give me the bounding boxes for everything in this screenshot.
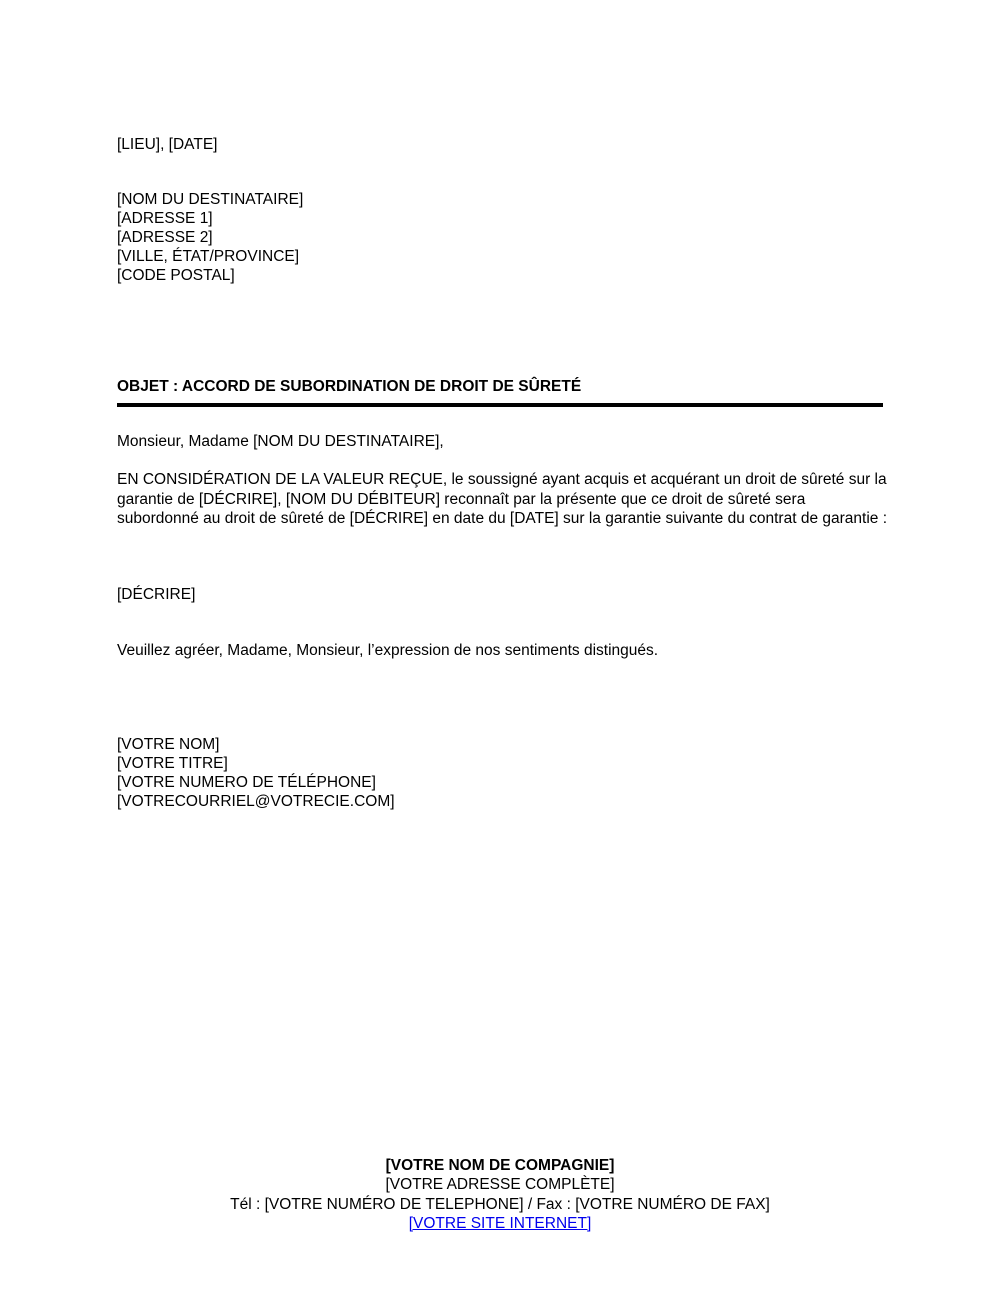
- company-footer: [0, 1156, 1000, 1233]
- subject-underline-rule: [117, 403, 883, 407]
- subject-section: [117, 377, 883, 407]
- signature-name: [VOTRE NOM]: [117, 736, 220, 753]
- footer-company-name: [VOTRE NOM DE COMPAGNIE]: [385, 1157, 615, 1174]
- recipient-postal-code: [CODE POSTAL]: [117, 267, 235, 284]
- body-paragraph: EN CONSIDÉRATION DE LA VALEUR REÇUE, le soussigné ayant acquis et acquérant un droit de sûreté sur la garantie de [DÉCRIRE], [NOM DU DÉBITEUR] reconnaît par la présente que ce droit de sûreté sera subordonné au droit de sûreté de [DÉCRIRE] en date du [DATE] sur la garantie suivante du contrat de garantie :: [117, 471, 887, 528]
- recipient-city-state: [VILLE, ÉTAT/PROVINCE]: [117, 248, 300, 265]
- recipient-address1: [ADRESSE 1]: [117, 210, 213, 227]
- footer-company-address: [VOTRE ADRESSE COMPLÈTE]: [385, 1176, 615, 1194]
- salutation-line: Monsieur, Madame [NOM DU DESTINATAIRE],: [117, 433, 444, 450]
- date-line: [LIEU], [DATE]: [117, 136, 218, 153]
- recipient-name: [NOM DU DESTINATAIRE]: [117, 191, 304, 208]
- signature-email: [VOTRECOURRIEL@VOTRECIE.COM]: [117, 793, 395, 810]
- recipient-block: [117, 190, 303, 285]
- footer-website-link[interactable]: [VOTRE SITE INTERNET]: [408, 1214, 592, 1232]
- recipient-address2: [ADRESSE 2]: [117, 229, 213, 246]
- signature-title: [VOTRE TITRE]: [117, 755, 228, 772]
- signature-block: [117, 735, 395, 811]
- footer-phone-fax: Tél : [VOTRE NUMÉRO DE TELEPHONE] / Fax : [VOTRE NUMÉRO DE FAX]: [230, 1195, 770, 1213]
- closing-line: Veuillez agréer, Madame, Monsieur, l’expression de nos sentiments distingués.: [117, 642, 659, 659]
- signature-phone: [VOTRE NUMERO DE TÉLÉPHONE]: [117, 774, 376, 791]
- subject-line: OBJET : ACCORD DE SUBORDINATION DE DROIT DE SÛRETÉ: [117, 378, 582, 395]
- describe-placeholder: [DÉCRIRE]: [117, 586, 196, 603]
